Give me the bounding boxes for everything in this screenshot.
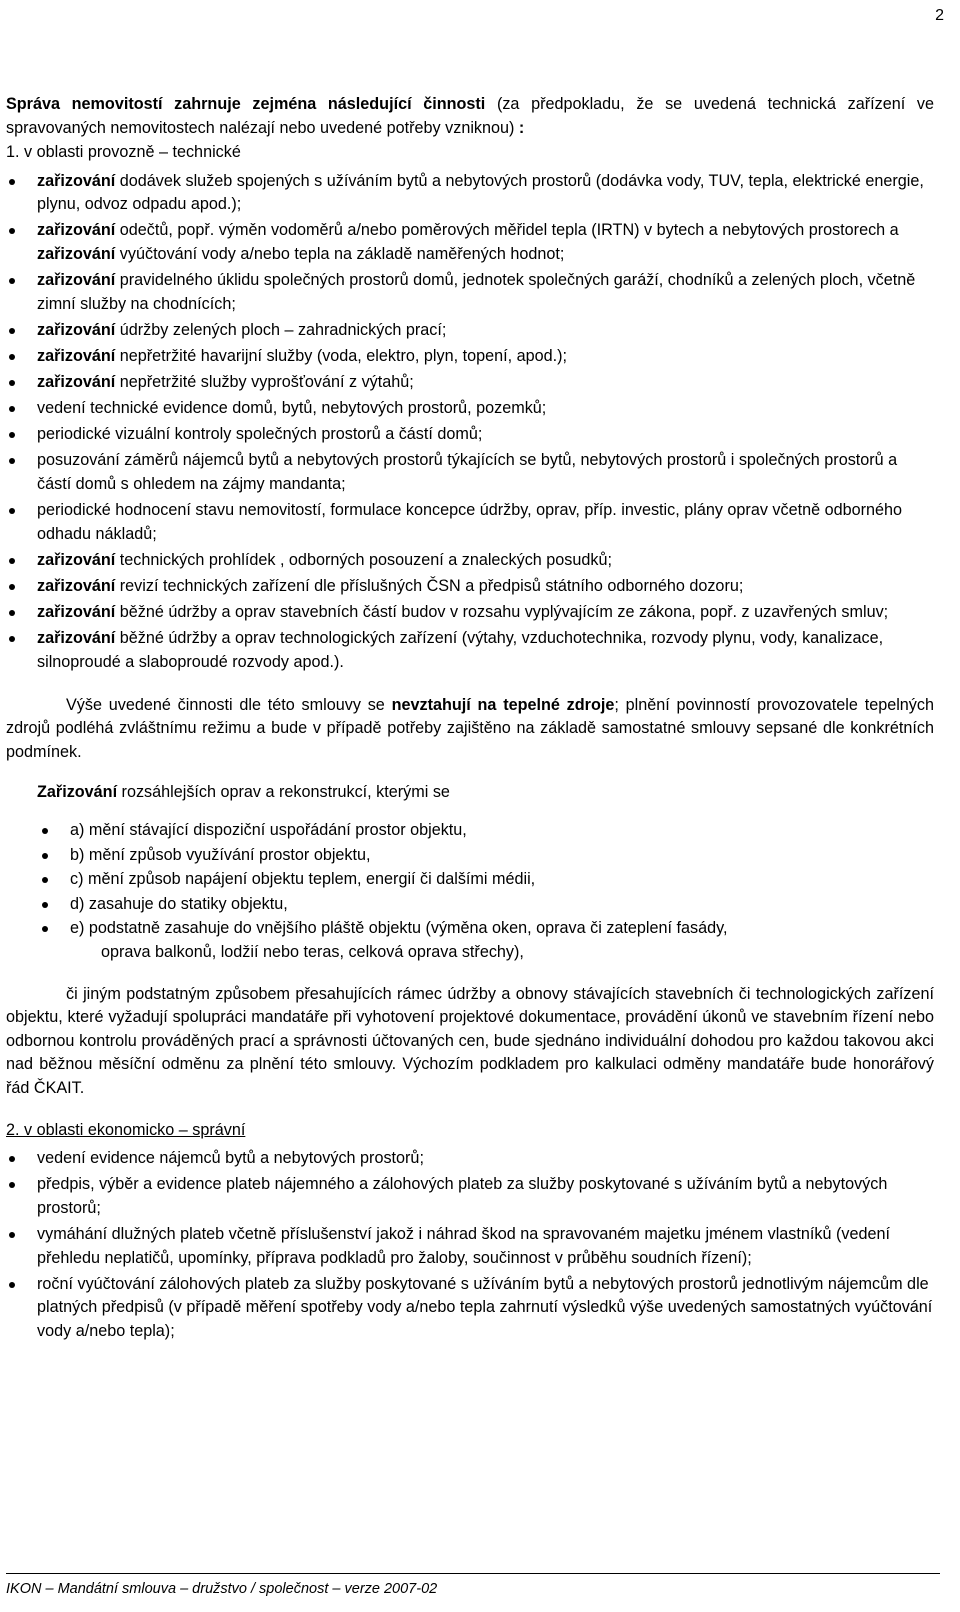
reconstruction-heading — [6, 781, 934, 805]
item-bold: zařizování — [37, 271, 116, 290]
item-text: vedení technické evidence domů, bytů, nebytových prostorů, pozemků; — [37, 399, 547, 418]
reconstruction-bold: Zařizování — [37, 783, 118, 802]
item-text: vyúčtování vody a/nebo tepla na základě naměřených hodnot; — [115, 245, 565, 264]
item-text: běžné údržby a oprav technologických zařízení (výtahy, vzduchotechnika, rozvody plynu, vody, kanalizace, silnoproudé a slaboproudé rozvody apod.). — [37, 628, 884, 671]
item-text: revizí technických zařízení dle příslušných ČSN a předpisů státního odborného dozoru; — [115, 576, 744, 595]
item-bold: zařizování — [37, 373, 116, 392]
item-bold: zařizování — [37, 245, 116, 264]
item-bold: zařizování — [37, 320, 116, 339]
list-item: b) mění způsob využívání prostor objektu, — [6, 844, 934, 868]
section2-title-text: 2. v oblasti ekonomicko – správní — [6, 1120, 246, 1139]
section1-list — [6, 170, 934, 674]
list-item — [6, 397, 934, 421]
heat-bold: nevztahují na tepelné zdroje — [391, 695, 615, 714]
section1-title: 1. v oblasti provozně – technické — [6, 143, 241, 162]
list-item: vymáhání dlužných plateb včetně příslušenství jakož i náhrad škod na spravovaném majetku jménem vlastníků (vedení přehledu neplatičů, upomínky, příprava podkladů pro žaloby, součinnost v průběhu soudních řízení); — [6, 1223, 934, 1270]
reconstruction-list — [6, 819, 934, 965]
item-bold: zařizování — [37, 171, 116, 190]
list-item — [6, 575, 934, 599]
intro-bold: Správa nemovitostí zahrnuje zejména následující činnosti — [6, 95, 486, 113]
list-item — [6, 371, 934, 395]
item-text: nepřetržité havarijní služby (voda, elektro, plyn, topení, apod.); — [115, 346, 567, 365]
list-item: a) mění stávající dispoziční uspořádání prostor objektu, — [6, 819, 934, 843]
item-bold: zařizování — [37, 602, 116, 621]
intro-colon: : — [518, 118, 525, 137]
list-item — [6, 170, 934, 217]
item-text: periodické vizuální kontroly společných prostorů a částí domů; — [37, 425, 483, 444]
intro-paragraph — [6, 93, 934, 140]
other-works-paragraph: či jiným podstatným způsobem přesahujících rámec údržby a obnovy stávajících stavebních či technologických zařízení objektu, které vyžadují spolupráci mandatáře při vyhotovení projektové dokumentace, provádění úkonů ve stavebním řízení nebo odbornou kontrolu prováděných prací a správnosti účtovaných cen, bude sjednáno individuální dohodou pro každou takovou akci nad běžnou měsíční odměnu za plnění této smlouvy. Výchozím podkladem pro kalkulaci odměny mandatáře bude honorářový řád ČKAIT. — [6, 984, 934, 1097]
heat-sources-paragraph — [6, 694, 934, 765]
page-number: 2 — [935, 7, 944, 24]
item-text: pravidelného úklidu společných prostorů domů, jednotek společných garáží, chodníků a zelených ploch, včetně zimní služby na chodnících; — [37, 271, 916, 313]
item-bold: zařizování — [37, 628, 116, 647]
list-item — [6, 345, 934, 369]
heat-text: ; plnění povinností provozovatele tepelných zdrojů podléhá zvláštnímu režimu a bude v případě potřeby zajištěno na základě samostatné smlouvy sepsané dle konkrétních podmínek. — [6, 695, 934, 761]
item-text: dodávek služeb spojených s užíváním bytů a nebytových prostorů (dodávka vody, TUV, tepla, elektrické energie, plynu, odvoz odpadu apod.); — [37, 171, 924, 214]
list-item — [6, 549, 934, 573]
intro-text: (za předpokladu, že se uvedená technická zařízení ve spravovaných nemovitostech nalézají nebo uvedené potřeby vzniknou) — [6, 95, 934, 137]
list-item — [6, 499, 934, 546]
list-item: roční vyúčtování zálohových plateb za služby poskytované s užíváním bytů a nebytových prostorů jednotlivým nájemcům dle platných předpisů (v případě měření spotřeby vody a/nebo tepla zahrnutí výsledků výše uvedených samostatných vyúčtování vody a/nebo tepla); — [6, 1273, 934, 1344]
item-text: technických prohlídek , odborných posouzení a znaleckých posudků; — [115, 550, 612, 569]
heat-text: Výše uvedené činnosti dle této smlouvy se — [66, 695, 392, 714]
item-bold: zařizování — [37, 346, 116, 365]
list-item — [6, 917, 934, 964]
item-text: posuzování záměrů nájemců bytů a nebytových prostorů týkajících se bytů, nebytových prostorů i společných prostorů a částí domů s ohledem na zájmy mandanta; — [37, 451, 898, 493]
item-text: e) podstatně zasahuje do vnějšího pláště objektu (výměna oken, oprava či zateplení fasády, — [70, 919, 728, 938]
item-text: nepřetržité služby vyprošťování z výtahů; — [115, 373, 414, 392]
item-text: odečtů, popř. výměn vodoměrů a/nebo poměrových měřidel tepla (IRTN) v bytech a nebytových prostorech a — [115, 221, 899, 240]
item-text: periodické hodnocení stavu nemovitostí, formulace koncepce údržby, oprav, příp. investic, plány oprav včetně odborného odhadu nákladů; — [37, 501, 903, 543]
item-text: oprava balkonů, lodžií nebo teras, celková oprava střechy), — [101, 943, 524, 961]
section2-list — [6, 1147, 934, 1343]
section2-title — [6, 1119, 934, 1143]
list-item — [6, 449, 934, 496]
list-item — [6, 269, 934, 316]
item-text: běžné údržby a oprav stavebních částí budov v rozsahu vyplývajícím ze zákona, popř. z uzavřených smluv; — [115, 602, 889, 621]
list-item — [6, 423, 934, 447]
list-item: c) mění způsob napájení objektu teplem, energií či dalšími médii, — [6, 868, 934, 892]
list-item: d) zasahuje do statiky objektu, — [6, 893, 934, 917]
item-bold: zařizování — [37, 550, 116, 569]
list-item — [6, 219, 934, 266]
list-item: předpis, výběr a evidence plateb nájemného a zálohových plateb za služby poskytované s užíváním bytů a nebytových prostorů; — [6, 1173, 934, 1220]
list-item: vedení evidence nájemců bytů a nebytových prostorů; — [6, 1147, 934, 1171]
item-text: údržby zelených ploch – zahradnických prací; — [115, 320, 447, 339]
list-item — [6, 319, 934, 343]
item-bold: zařizování — [37, 576, 116, 595]
page-footer: IKON – Mandátní smlouva – družstvo / společnost – verze 2007-02 — [6, 1573, 940, 1602]
reconstruction-text: rozsáhlejších oprav a rekonstrukcí, kterými se — [117, 783, 450, 802]
list-item — [6, 627, 934, 674]
item-bold: zařizování — [37, 221, 116, 240]
document-body — [6, 93, 934, 1346]
list-item — [6, 601, 934, 625]
